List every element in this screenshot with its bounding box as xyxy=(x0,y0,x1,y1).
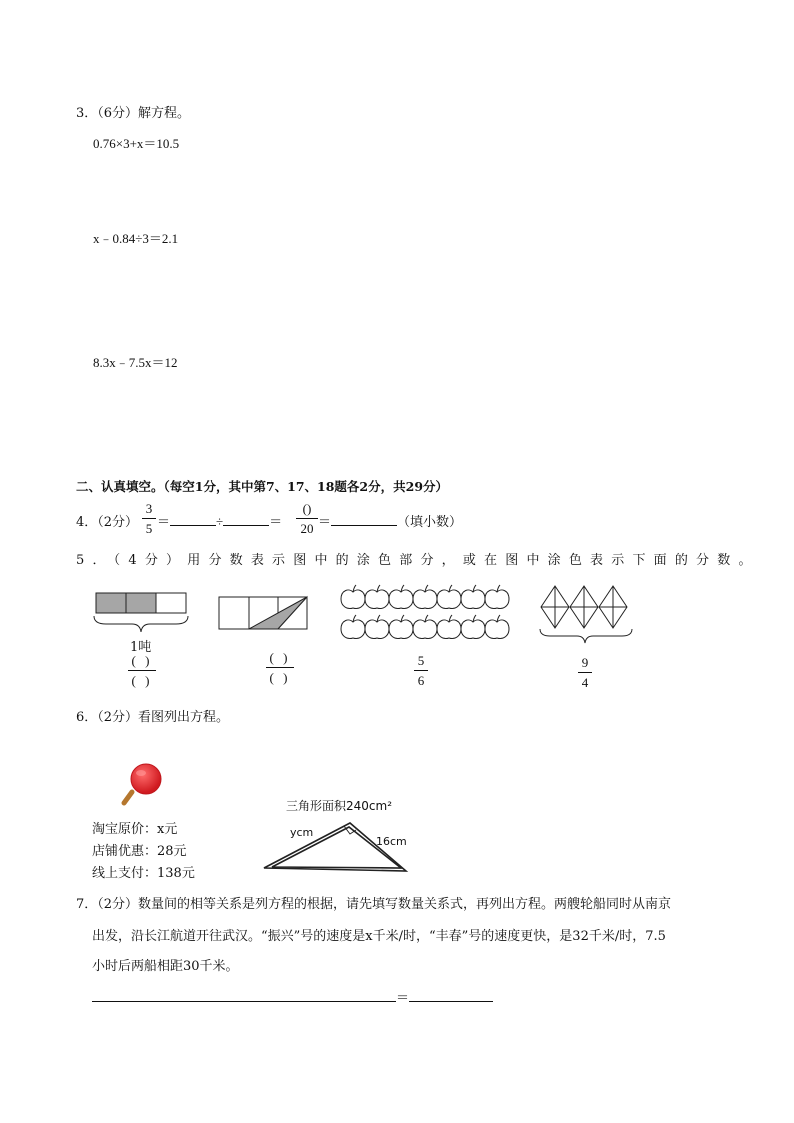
fraction-bar xyxy=(414,670,428,671)
fraction-denominator: 5 xyxy=(145,521,153,536)
fraction-denominator: ( ) xyxy=(131,673,153,688)
apple-icon xyxy=(437,615,461,639)
fraction-denominator: 20 xyxy=(300,521,314,536)
fraction-bar xyxy=(142,518,156,519)
fraction-numerator[interactable]: ( ) xyxy=(131,653,153,668)
fraction-numerator[interactable]: ( ) xyxy=(269,650,291,665)
q4-blank-2[interactable] xyxy=(223,513,269,526)
q4-prefix: 4．（2分） xyxy=(76,515,139,530)
shaded-segment xyxy=(126,593,156,613)
apple-icon xyxy=(485,585,509,609)
equals-sign: ＝ xyxy=(318,514,332,529)
q3-equation-2: x﹣0.84÷3＝2.1 xyxy=(93,231,179,246)
fraction-denominator: ( ) xyxy=(269,670,291,685)
apple-icon xyxy=(389,585,413,609)
q4-fraction-2 xyxy=(296,500,318,537)
q5-figure-1 xyxy=(88,588,198,640)
fraction-denominator: 6 xyxy=(417,673,425,688)
equals-sign: ＝ xyxy=(157,514,171,529)
brace xyxy=(94,616,188,632)
apple-icon xyxy=(365,615,389,639)
diamond-shape xyxy=(570,586,598,628)
side-16-label: 16cm xyxy=(376,835,407,848)
q5-fig4-fraction xyxy=(578,654,592,691)
q5-fig2-fraction xyxy=(266,649,294,686)
shaded-segment xyxy=(96,593,126,613)
q4-suffix: （填小数） xyxy=(397,514,463,529)
q3-equation-3: 8.3x﹣7.5x＝12 xyxy=(93,355,178,370)
q3-equation-1: 0.76×3+x＝10.5 xyxy=(93,136,180,151)
q5-fig3-fraction xyxy=(414,652,428,689)
q5-apples-figure xyxy=(340,580,520,646)
unshaded-segment xyxy=(156,593,186,613)
q4-fraction-1 xyxy=(142,500,156,537)
price-discount: 店铺优惠：28元 xyxy=(92,844,187,859)
apple-icon xyxy=(461,615,485,639)
q7-line-2: 出发，沿长江航道开往武汉。“振兴”号的速度是x千米/时，“丰春”号的速度更快，是32千米/时，7.5 xyxy=(92,929,666,944)
q7-line-1: 7．（2分）数量间的相等关系是列方程的根据，请先填写数量关系式，再列出方程。两艘轮船同时从南京 xyxy=(76,897,672,912)
fraction-bar xyxy=(296,518,318,519)
apple-icon xyxy=(341,615,365,639)
q5-fig1-label: 1吨 xyxy=(130,640,152,655)
equals-sign: ＝ xyxy=(396,990,410,1005)
q7-value-blank[interactable] xyxy=(409,989,493,1002)
apple-icon xyxy=(365,585,389,609)
q5-text: 5．（4分）用分数表示图中的涂色部分，或在图中涂色表示下面的分数。 xyxy=(76,553,760,568)
apple-icon xyxy=(461,585,485,609)
q3-title: 3．（6分）解方程。 xyxy=(76,106,191,121)
brace xyxy=(540,629,632,643)
apple-icon xyxy=(413,585,437,609)
apple-icon xyxy=(437,585,461,609)
divide-sign: ÷ xyxy=(216,514,224,529)
diamond-shape xyxy=(599,586,627,628)
q6-text: 6．（2分）看图列出方程。 xyxy=(76,710,230,725)
fraction-numerator: 9 xyxy=(581,655,589,670)
apple-icon xyxy=(389,615,413,639)
q7-relation-blank[interactable] xyxy=(92,989,396,1002)
fraction-bar xyxy=(128,670,156,671)
fraction-numerator: 5 xyxy=(417,653,425,668)
diamond-shape xyxy=(541,586,569,628)
ping-pong-paddle-icon xyxy=(118,762,166,808)
fraction-numerator: 3 xyxy=(145,501,153,516)
q5-diamonds-figure xyxy=(534,583,640,649)
equals-sign: ＝ xyxy=(269,514,283,529)
q4-blank-1[interactable] xyxy=(170,513,216,526)
section-heading: 二、认真填空。（每空1分，其中第7、17、18题各2分，共29分） xyxy=(76,479,449,494)
triangle-area-label: 三角形面积240cm² xyxy=(286,799,393,813)
fraction-bar xyxy=(578,672,592,673)
side-y-label: ycm xyxy=(290,826,314,839)
fraction-numerator[interactable]: () xyxy=(302,501,312,516)
apple-icon xyxy=(413,615,437,639)
q4-blank-3[interactable] xyxy=(331,513,397,526)
apple-icon xyxy=(341,585,365,609)
fraction-bar xyxy=(266,667,294,668)
price-original: 淘宝原价：x元 xyxy=(92,822,178,837)
q5-fig1-fraction xyxy=(128,652,156,689)
apple-icon xyxy=(485,615,509,639)
fraction-denominator: 4 xyxy=(581,675,589,690)
q5-figure-2 xyxy=(216,594,312,634)
q7-line-3: 小时后两船相距30千米。 xyxy=(92,959,239,974)
price-paid: 线上支付：138元 xyxy=(92,866,195,881)
